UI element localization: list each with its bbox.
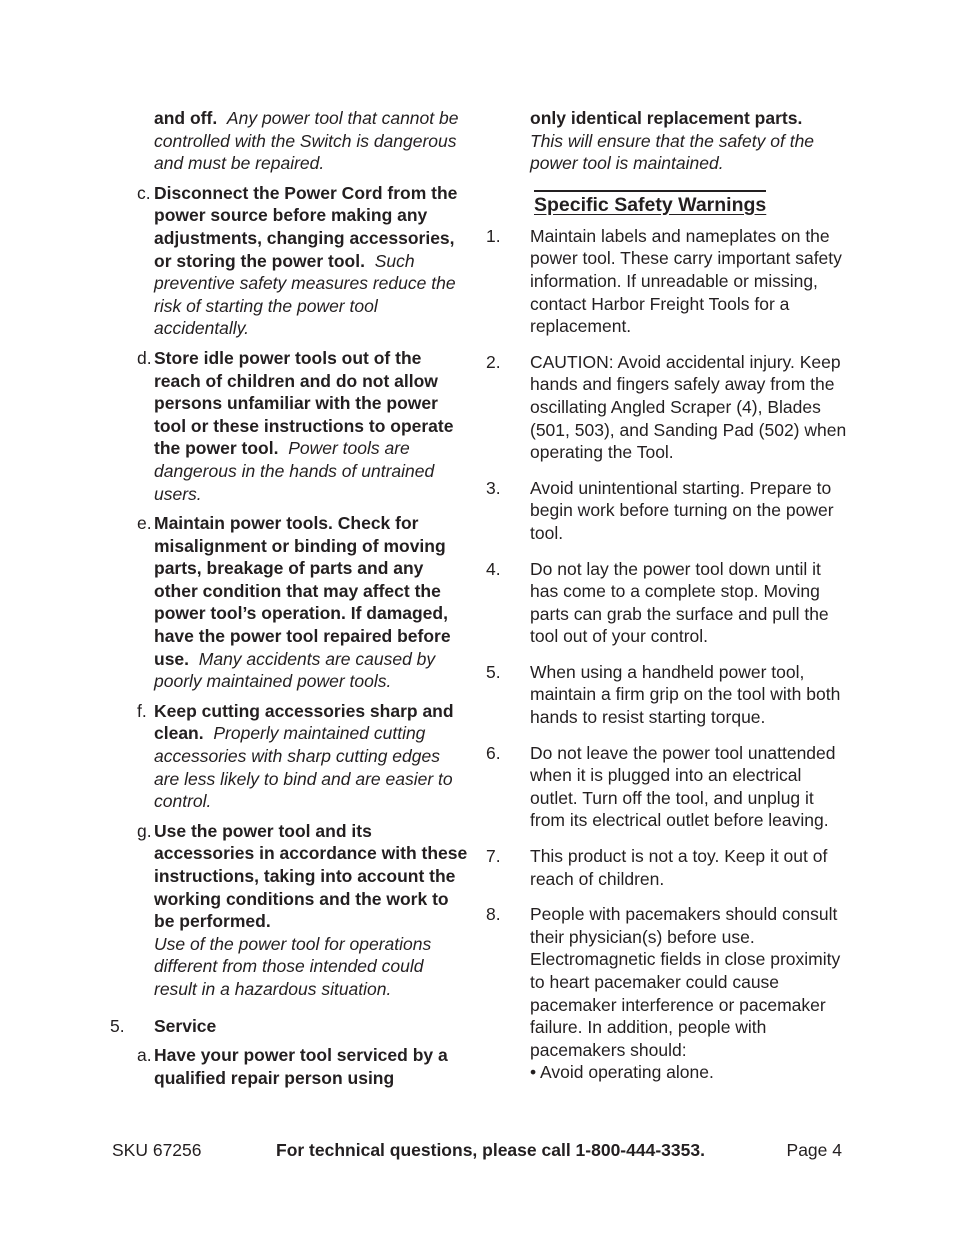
sku-label: SKU 67256 (112, 1140, 202, 1160)
right-column (486, 107, 851, 1097)
warning-text: Do not lay the power tool down until it has come to a complete stop. Moving parts can grab the surface and pull the tool out of your control. (530, 558, 829, 647)
item-bold-text: Store idle power tools out of the reach of children and do not allow persons unfamiliar with the power tool or these instructions to operate the power tool. (154, 347, 454, 459)
warning-text: People with pacemakers should consult their physician(s) before use. Electromagnetic fields in close proximity to heart pacemaker could cause pacemaker interference or pacemaker failure. In addition, people with pacemakers should: (530, 904, 841, 1060)
item-letter: f. (137, 700, 147, 721)
item-bold-text: Use the power tool and its accessories in accordance with these instructions, taking into account the working conditions and the work to be performed. (154, 820, 468, 932)
warning-bullet: • Avoid operating alone. (530, 1062, 714, 1083)
left-column (110, 107, 470, 1096)
item-bold-text: Keep cutting accessories sharp and clean. (154, 700, 454, 744)
page-number: Page 4 (786, 1140, 842, 1160)
item-bold-text: only identical replacement parts. (530, 108, 803, 128)
warning-text: CAUTION: Avoid accidental injury. Keep hands and fingers safely away from the oscillating Angled Scraper (4), Blades (501, 503), and Sanding Pad (502) when operating the Tool. (530, 351, 847, 463)
section-service (110, 1015, 470, 1038)
item-bold-text: Maintain power tools. Check for misalignment or binding of moving parts, breakage of parts and any other condition that may affect the power tool’s operation. If damaged, have the power tool repaired before use. (154, 513, 451, 669)
item-italic-text: This will ensure that the safety of the power tool is maintained. (530, 130, 815, 174)
warning-number: 2. (486, 351, 501, 372)
section-heading: Specific Safety Warnings (534, 190, 766, 217)
warning-text: Do not leave the power tool unattended when it is plugged into an electrical outlet. Turn off the tool, and unplug it from its electrical outlet before leaving. (530, 742, 836, 831)
warning-number: 7. (486, 846, 501, 867)
list-item-e (110, 512, 470, 693)
item-italic-text: Use of the power tool for operations different from those intended could result in a hazardous situation. (154, 933, 432, 999)
warning-number: 4. (486, 558, 501, 579)
warning-number: 5. (486, 661, 501, 682)
warning-item (486, 742, 851, 832)
tech-support-text: For technical questions, please call 1-800-444-3353. (276, 1140, 705, 1160)
warning-item (486, 477, 851, 545)
warning-item (486, 845, 851, 890)
warning-number: 1. (486, 225, 501, 246)
heading-wrap (486, 190, 851, 217)
item-bold-text: and off. (154, 108, 218, 128)
list-item-f (110, 700, 470, 813)
list-item-d (110, 347, 470, 505)
warning-text: Avoid unintentional starting. Prepare to begin work before turning on the power tool. (530, 477, 834, 543)
warning-text: When using a handheld power tool, maintain a firm grip on the tool with both hands to resist starting torque. (530, 661, 841, 728)
section-title: Service (154, 1015, 217, 1036)
warning-item (486, 225, 851, 338)
list-item-a (110, 1044, 470, 1089)
page-footer (112, 1139, 842, 1163)
warning-text: Maintain labels and nameplates on the power tool. These carry important safety information. If unreadable or missing, contact Harbor Freight Tools for a replacement. (530, 225, 842, 337)
item-italic-text: Any power tool that cannot be controlled with the Switch is dangerous and must be repaired. (154, 108, 459, 174)
section-number: 5. (110, 1015, 125, 1036)
item-letter: d. (137, 347, 152, 368)
item-italic-text: Such preventive safety measures reduce the risk of starting the power tool accidentally. (154, 250, 456, 339)
warning-number: 8. (486, 904, 501, 925)
item-letter: e. (137, 513, 152, 534)
warning-number: 6. (486, 742, 501, 763)
continued-item-f-previous (110, 107, 470, 175)
item-bold-text: Have your power tool serviced by a qualified repair person using (154, 1045, 448, 1088)
item-bold-text: Disconnect the Power Cord from the power source before making any adjustments, changing accessories, or storing the power tool. (154, 182, 458, 271)
list-item-c (110, 182, 470, 340)
item-italic-text: Properly maintained cutting accessories with sharp cutting edges are less likely to bind and are easier to control. (154, 723, 453, 812)
item-italic-text: Many accidents are caused by poorly maintained power tools. (154, 648, 436, 692)
warning-item (486, 661, 851, 729)
item-letter: c. (137, 182, 151, 203)
warning-number: 3. (486, 477, 501, 498)
warning-item (486, 558, 851, 648)
warning-text: This product is not a toy. Keep it out of reach of children. (530, 846, 828, 889)
item-letter: g. (137, 820, 152, 841)
list-item-g (110, 820, 470, 1001)
continued-item-a (486, 107, 851, 175)
warning-item (486, 351, 851, 464)
warning-item (486, 903, 851, 1084)
item-italic-text: Power tools are dangerous in the hands of untrained users. (154, 438, 435, 504)
item-letter: a. (137, 1045, 152, 1066)
